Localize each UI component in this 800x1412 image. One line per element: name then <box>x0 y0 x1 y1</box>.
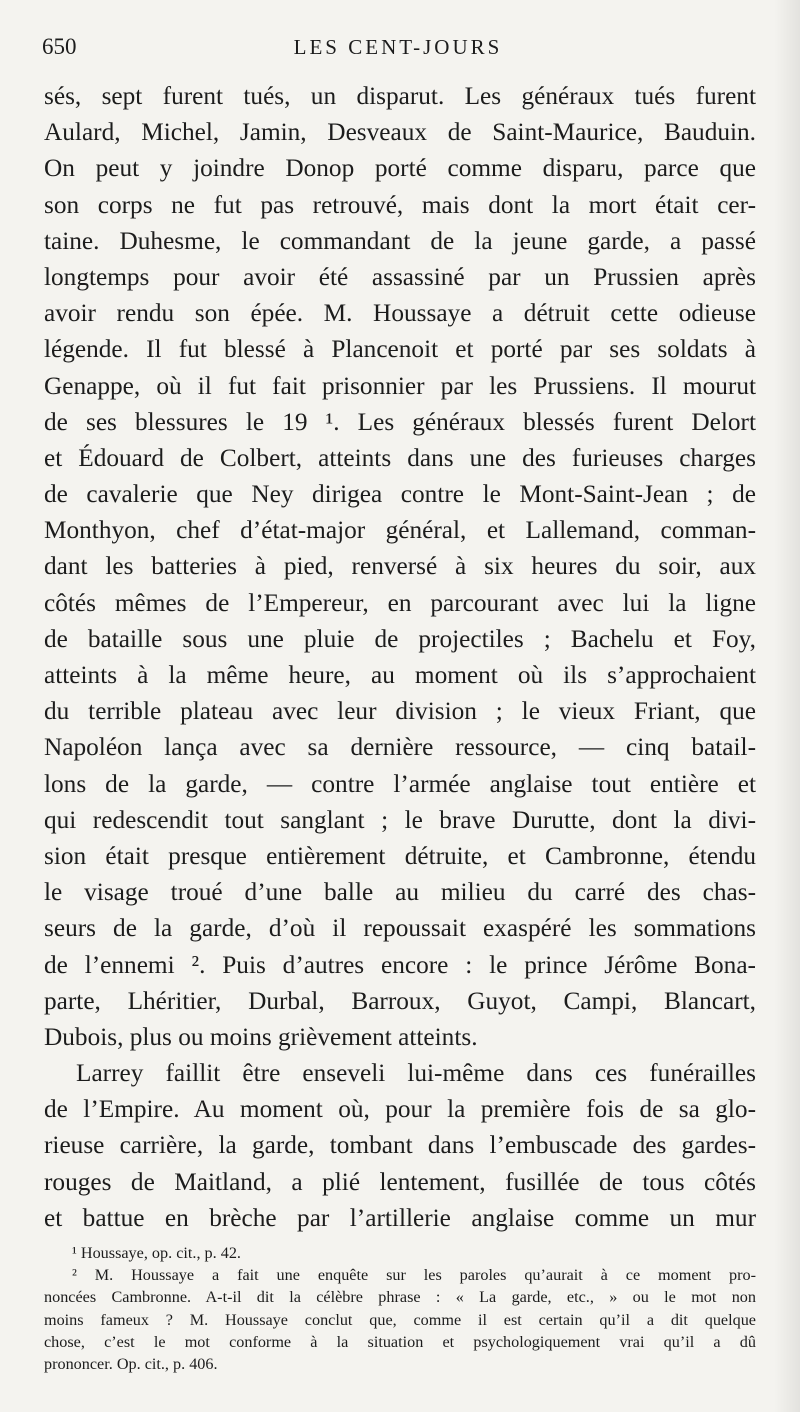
text-line: qui redescendit tout sanglant ; le brave Durutte, dont la divi- <box>44 805 756 834</box>
text-line: parte, Lhéritier, Durbal, Barroux, Guyot, Campi, Blancart, <box>44 986 756 1015</box>
text-line: de l’Empire. Au moment où, pour la première fois de sa glo- <box>44 1095 756 1124</box>
text-line: rouges de Maitland, a plié lentement, fusillée de tous côtés <box>44 1167 756 1196</box>
text-line: de cavalerie que Ney dirigea contre le Mont-Saint-Jean ; de <box>44 480 756 509</box>
text-line: du terrible plateau avec leur division ; le vieux Friant, que <box>44 697 756 726</box>
text-line: taine. Duhesme, le commandant de la jeune garde, a passé <box>44 226 756 255</box>
footnote-2-line: moins fameux ? M. Houssaye conclut que, comme il est certain qu’il a dit quelque <box>44 1310 756 1329</box>
main-text <box>44 78 756 1236</box>
running-title: LES CENT-JOURS <box>293 35 503 59</box>
footnote-2-line: prononcer. Op. cit., p. 406. <box>44 1354 218 1373</box>
text-line: Napoléon lança avec sa dernière ressource, — cinq batail- <box>44 733 756 762</box>
text-line: et Édouard de Colbert, atteints dans une des furieuses charges <box>44 443 756 472</box>
page-edge-shadow <box>774 0 800 1412</box>
text-line: son corps ne fut pas retrouvé, mais dont la mort était cer- <box>44 190 756 219</box>
footnote-2-line: noncées Cambronne. A-t-il dit la célèbre phrase : « La garde, etc., » ou le mot non <box>44 1288 756 1307</box>
page-number: 650 <box>42 34 77 59</box>
text-line: lons de la garde, — contre l’armée anglaise tout entière et <box>44 769 756 798</box>
text-line: de bataille sous une pluie de projectiles ; Bachelu et Foy, <box>44 624 756 653</box>
footnote-2-line: ² M. Houssaye a fait une enquête sur les paroles qu’aurait à ce moment pro- <box>72 1266 756 1285</box>
footnote-1: ¹ Houssaye, op. cit., p. 42. <box>72 1244 241 1262</box>
text-line: Monthyon, chef d’état-major général, et Lallemand, comman- <box>44 516 756 545</box>
text-line: sion était presque entièrement détruite, et Cambronne, étendu <box>44 841 756 870</box>
text-line: de l’ennemi ². Puis d’autres encore : le prince Jérôme Bona- <box>44 950 756 979</box>
page-header <box>42 30 754 64</box>
text-line: longtemps pour avoir été assassiné par un Prussien après <box>44 262 756 291</box>
text-line: Aulard, Michel, Jamin, Desveaux de Saint-Maurice, Bauduin. <box>44 118 756 147</box>
footnotes <box>44 1242 756 1375</box>
footnote-2-line: chose, c’est le mot conforme à la situation et psychologiquement vrai qu’il a dû <box>44 1332 756 1351</box>
text-line: atteints à la même heure, au moment où ils s’approchaient <box>44 661 756 689</box>
text-line: rieuse carrière, la garde, tombant dans l’embuscade des gardes- <box>44 1131 756 1160</box>
text-line: le visage troué d’une balle au milieu du carré des chas- <box>44 878 756 907</box>
text-line: de ses blessures le 19 ¹. Les généraux blessés furent Delort <box>44 407 756 436</box>
text-line: dant les batteries à pied, renversé à six heures du soir, aux <box>44 552 756 581</box>
text-line: légende. Il fut blessé à Plancenoit et porté par ses soldats à <box>44 335 756 364</box>
text-line-paragraph-end: Dubois, plus ou moins grièvement atteints. <box>44 1022 478 1051</box>
text-line: Genappe, où il fut fait prisonnier par les Prussiens. Il mourut <box>44 371 756 400</box>
text-line-paragraph-start: Larrey faillit être enseveli lui-même dans ces funérailles <box>76 1059 756 1088</box>
text-line: seurs de la garde, d’où il repoussait exaspéré les sommations <box>44 914 756 943</box>
text-line: On peut y joindre Donop porté comme disparu, parce que <box>44 154 756 183</box>
text-line: avoir rendu son épée. M. Houssaye a détruit cette odieuse <box>44 299 756 328</box>
text-line: sés, sept furent tués, un disparut. Les généraux tués furent <box>44 82 756 110</box>
text-line: et battue en brèche par l’artillerie anglaise comme un mur <box>44 1203 756 1232</box>
text-line: côtés mêmes de l’Empereur, en parcourant avec lui la ligne <box>44 588 756 617</box>
